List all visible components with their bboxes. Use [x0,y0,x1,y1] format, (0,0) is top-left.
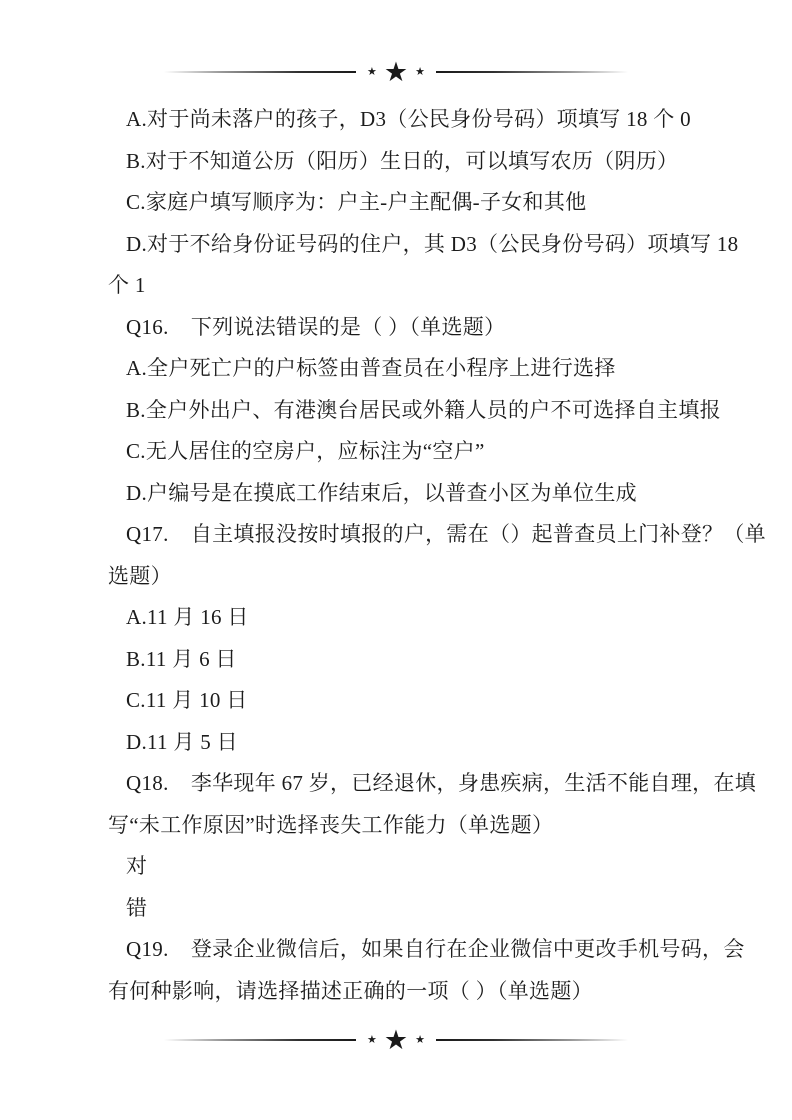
q18-option-false: 错 [126,895,148,920]
question-q18: Q18. 李华现年 67 岁，已经退休，身患疾病，生活不能自理，在填 [126,771,757,795]
top-divider [161,0,631,85]
question-q19-wrap: 有何种影响，请选择描述正确的一项（ ）（单选题） [108,978,593,1003]
q17-option-b: B.11 月 6 日 [126,646,237,671]
star-icon: ★ [367,1034,377,1046]
q17-option-d: D.11 月 5 日 [126,729,238,754]
star-icon: ★ [415,1034,425,1046]
option-d-wrap: 个 1 [108,273,146,297]
star-icon: ★ [367,66,377,78]
q17-option-c: C.11 月 10 日 [126,688,248,712]
question-q17-wrap: 选题） [108,563,172,588]
bottom-divider [161,1027,631,1053]
star-icon: ★ [415,66,425,78]
divider-rule-right [436,1039,628,1041]
option-d: D.对于不给身份证号码的住户，其 D3（公民身份号码）项填写 18 [126,231,739,256]
q16-option-c: C.无人居住的空房户，应标注为“空户” [126,439,485,463]
q16-option-b: B.全户外出户、有港澳台居民或外籍人员的户不可选择自主填报 [126,397,721,422]
document-body [0,99,792,1012]
option-b: B.对于不知道公历（阳历）生日的，可以填写农历（阴历） [126,148,679,173]
option-c: C.家庭户填写顺序为：户主-户主配偶-子女和其他 [126,190,587,214]
question-q18-wrap: 写“未工作原因”时选择丧失工作能力（单选题） [108,812,554,837]
question-q16: Q16. 下列说法错误的是（ ）（单选题） [126,314,506,339]
q16-option-d: D.户编号是在摸底工作结束后，以普查小区为单位生成 [126,480,637,505]
question-q17: Q17. 自主填报没按时填报的户，需在（）起普查员上门补登？（单 [126,522,766,546]
star-icon-large: ★ [383,1025,409,1055]
q17-option-a: A.11 月 16 日 [126,605,249,629]
divider-rule-right [436,71,628,73]
question-q19: Q19. 登录企业微信后，如果自行在企业微信中更改手机号码，会 [126,937,745,961]
q16-option-a: A.全户死亡户的户标签由普查员在小程序上进行选择 [126,356,616,380]
divider-rule-left [164,71,356,73]
q18-option-true: 对 [126,854,148,878]
star-icon-large: ★ [383,57,409,87]
divider-rule-left [164,1039,356,1041]
option-a: A.对于尚未落户的孩子，D3（公民身份号码）项填写 18 个 0 [126,107,691,131]
